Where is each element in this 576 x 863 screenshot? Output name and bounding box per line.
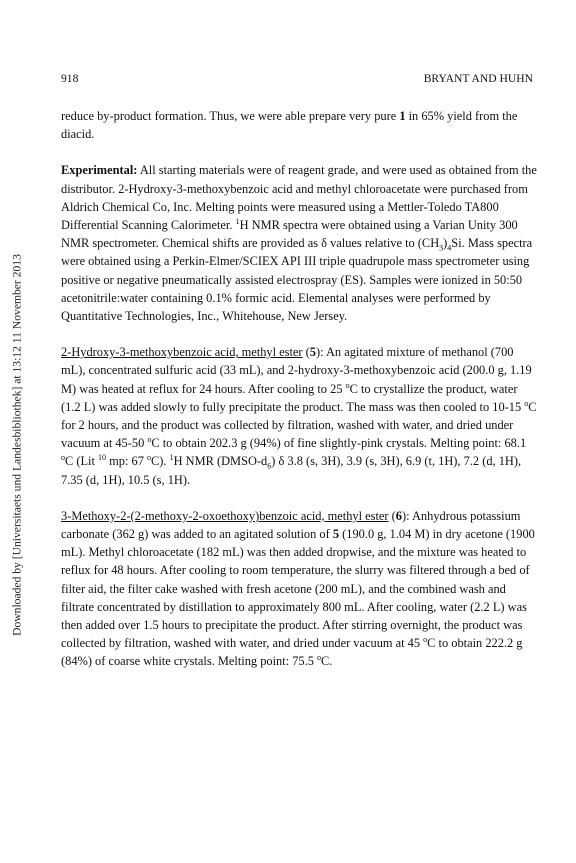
running-title: BRYANT AND HUHN bbox=[423, 72, 533, 85]
subscript: 3 bbox=[439, 243, 444, 253]
text-run: H NMR spectra were obtained using a Varian Unity 300 NMR spectrometer. Chemical shifts are provided as δ values relative to (CH bbox=[61, 218, 518, 251]
superscript: 10 bbox=[98, 453, 107, 463]
text-run: C to obtain 222.2 g (84%) of coarse white crystals. Melting point: 75.5 bbox=[61, 636, 523, 669]
compound-number: 6 bbox=[395, 508, 402, 523]
superscript: o bbox=[61, 453, 65, 463]
compound-number: 1 bbox=[399, 109, 406, 123]
superscript: o bbox=[423, 635, 428, 645]
superscript: o bbox=[345, 380, 350, 390]
text-run: ): An agitated mixture of methanol (700 mL), concentrated sulfuric acid (33 mL), and 2-hydroxy-3-methoxybenzoic acid (200.0 g, 1.19 M) was heated at reflux for 24 hours. After cooling to 25 bbox=[61, 345, 532, 396]
text-run: ) δ 3.8 (s, 3H), 3.9 (s, 3H), 6.9 (t, 1H), 7.2 (d, 1H), 7.35 (d, 1H), 10.5 (s, 1H). bbox=[61, 454, 522, 487]
text-run: ) bbox=[443, 236, 448, 251]
text-run: ( bbox=[388, 508, 396, 523]
superscript: o bbox=[147, 453, 152, 463]
text-run: H NMR (DMSO-d bbox=[173, 454, 268, 469]
download-watermark-text: Downloaded by [Universitaets und Landesbibliothek] at 13:12 11 November 2013 bbox=[10, 254, 24, 636]
compound-title: 3-Methoxy-2-(2-methoxy-2-oxoethoxy)benzoic acid, methyl ester bbox=[61, 508, 389, 523]
text-run: ): Anhydrous potassium carbonate (362 g) was added to an agitated solution of bbox=[61, 508, 521, 542]
page-body bbox=[61, 107, 537, 689]
superscript: o bbox=[524, 398, 529, 408]
text-run: C to obtain 202.3 g (94%) of fine slightly-pink crystals. Melting point: 68.1 bbox=[151, 436, 527, 451]
subscript: 4 bbox=[447, 243, 452, 253]
compound-title: 2-Hydroxy-3-methoxybenzoic acid, methyl ester bbox=[61, 345, 303, 360]
text-run: (190.0 g, 1.04 M) in dry acetone (1900 mL). Methyl chloroacetate (182 mL) was then added dropwise, and the mixture was heated to reflux for 48 hours. After cooling to room temperature, the slurry was filtered through a bed of filter aid, the filter cake washed with fresh acetone (200 mL), and the combined wash and filtrate concentrated by distillation to approximately 800 mL. After cooling, water (2.2 L) was then added over 1.5 hours to precipitate the product. After stirring overnight, the product was collected by filtration, washed with water, and dried under vacuum at 45 bbox=[61, 527, 535, 651]
text-run: in 65% yield from the diacid. bbox=[61, 109, 518, 142]
section-label: Experimental: bbox=[61, 163, 138, 178]
text-run: All starting materials were of reagent grade, and were used as obtained from the distributor. 2-Hydroxy-3-methoxybenzoic acid and methyl chloroacetate were purchased from Aldrich Chemical Co, Inc. Melting points were measured using a Mettler-Toledo TA800 Differential Scanning Calorimeter. bbox=[61, 163, 537, 233]
text-run: C). bbox=[151, 454, 170, 469]
superscript: 1 bbox=[169, 453, 174, 463]
superscript: o bbox=[147, 435, 152, 445]
procedure-compound-6 bbox=[61, 507, 537, 671]
experimental-paragraph bbox=[61, 161, 537, 325]
superscript: o bbox=[317, 653, 322, 663]
text-run: C. bbox=[321, 654, 333, 669]
superscript: 1 bbox=[235, 216, 240, 226]
running-header bbox=[61, 72, 533, 85]
intro-paragraph bbox=[61, 107, 537, 143]
subscript: 6 bbox=[267, 461, 272, 471]
text-run: C (Lit bbox=[65, 454, 99, 469]
text-run: C to crystallize the product, water (1.2 L) was added slowly to fully precipitate the product. The mass was then cooled to 10-15 bbox=[61, 381, 525, 414]
procedure-compound-5 bbox=[61, 343, 537, 489]
text-run: Si. Mass spectra were obtained using a Perkin-Elmer/SCIEX API III triple quadrupole mass spectrometer using positive or negative pneumatically assisted electrospray (ES). Samples were ionized in 50:50 acetonitrile:water containing 0.1% formic acid. Elemental analyses were performed by Quantitative Technologies, Inc., Whitehouse, New Jersey. bbox=[61, 236, 533, 324]
compound-number: 5 bbox=[332, 527, 340, 542]
download-watermark bbox=[5, 235, 29, 655]
text-run: reduce by-product formation. Thus, we were able prepare very pure bbox=[61, 109, 400, 123]
text-run: C for 2 hours, and the product was collected by filtration, washed with water, and dried under vacuum at 45-50 bbox=[61, 399, 537, 451]
compound-number: 5 bbox=[309, 345, 316, 360]
text-run: mp: 67 bbox=[106, 454, 148, 469]
page-number: 918 bbox=[61, 72, 79, 85]
text-run: ( bbox=[302, 345, 310, 360]
